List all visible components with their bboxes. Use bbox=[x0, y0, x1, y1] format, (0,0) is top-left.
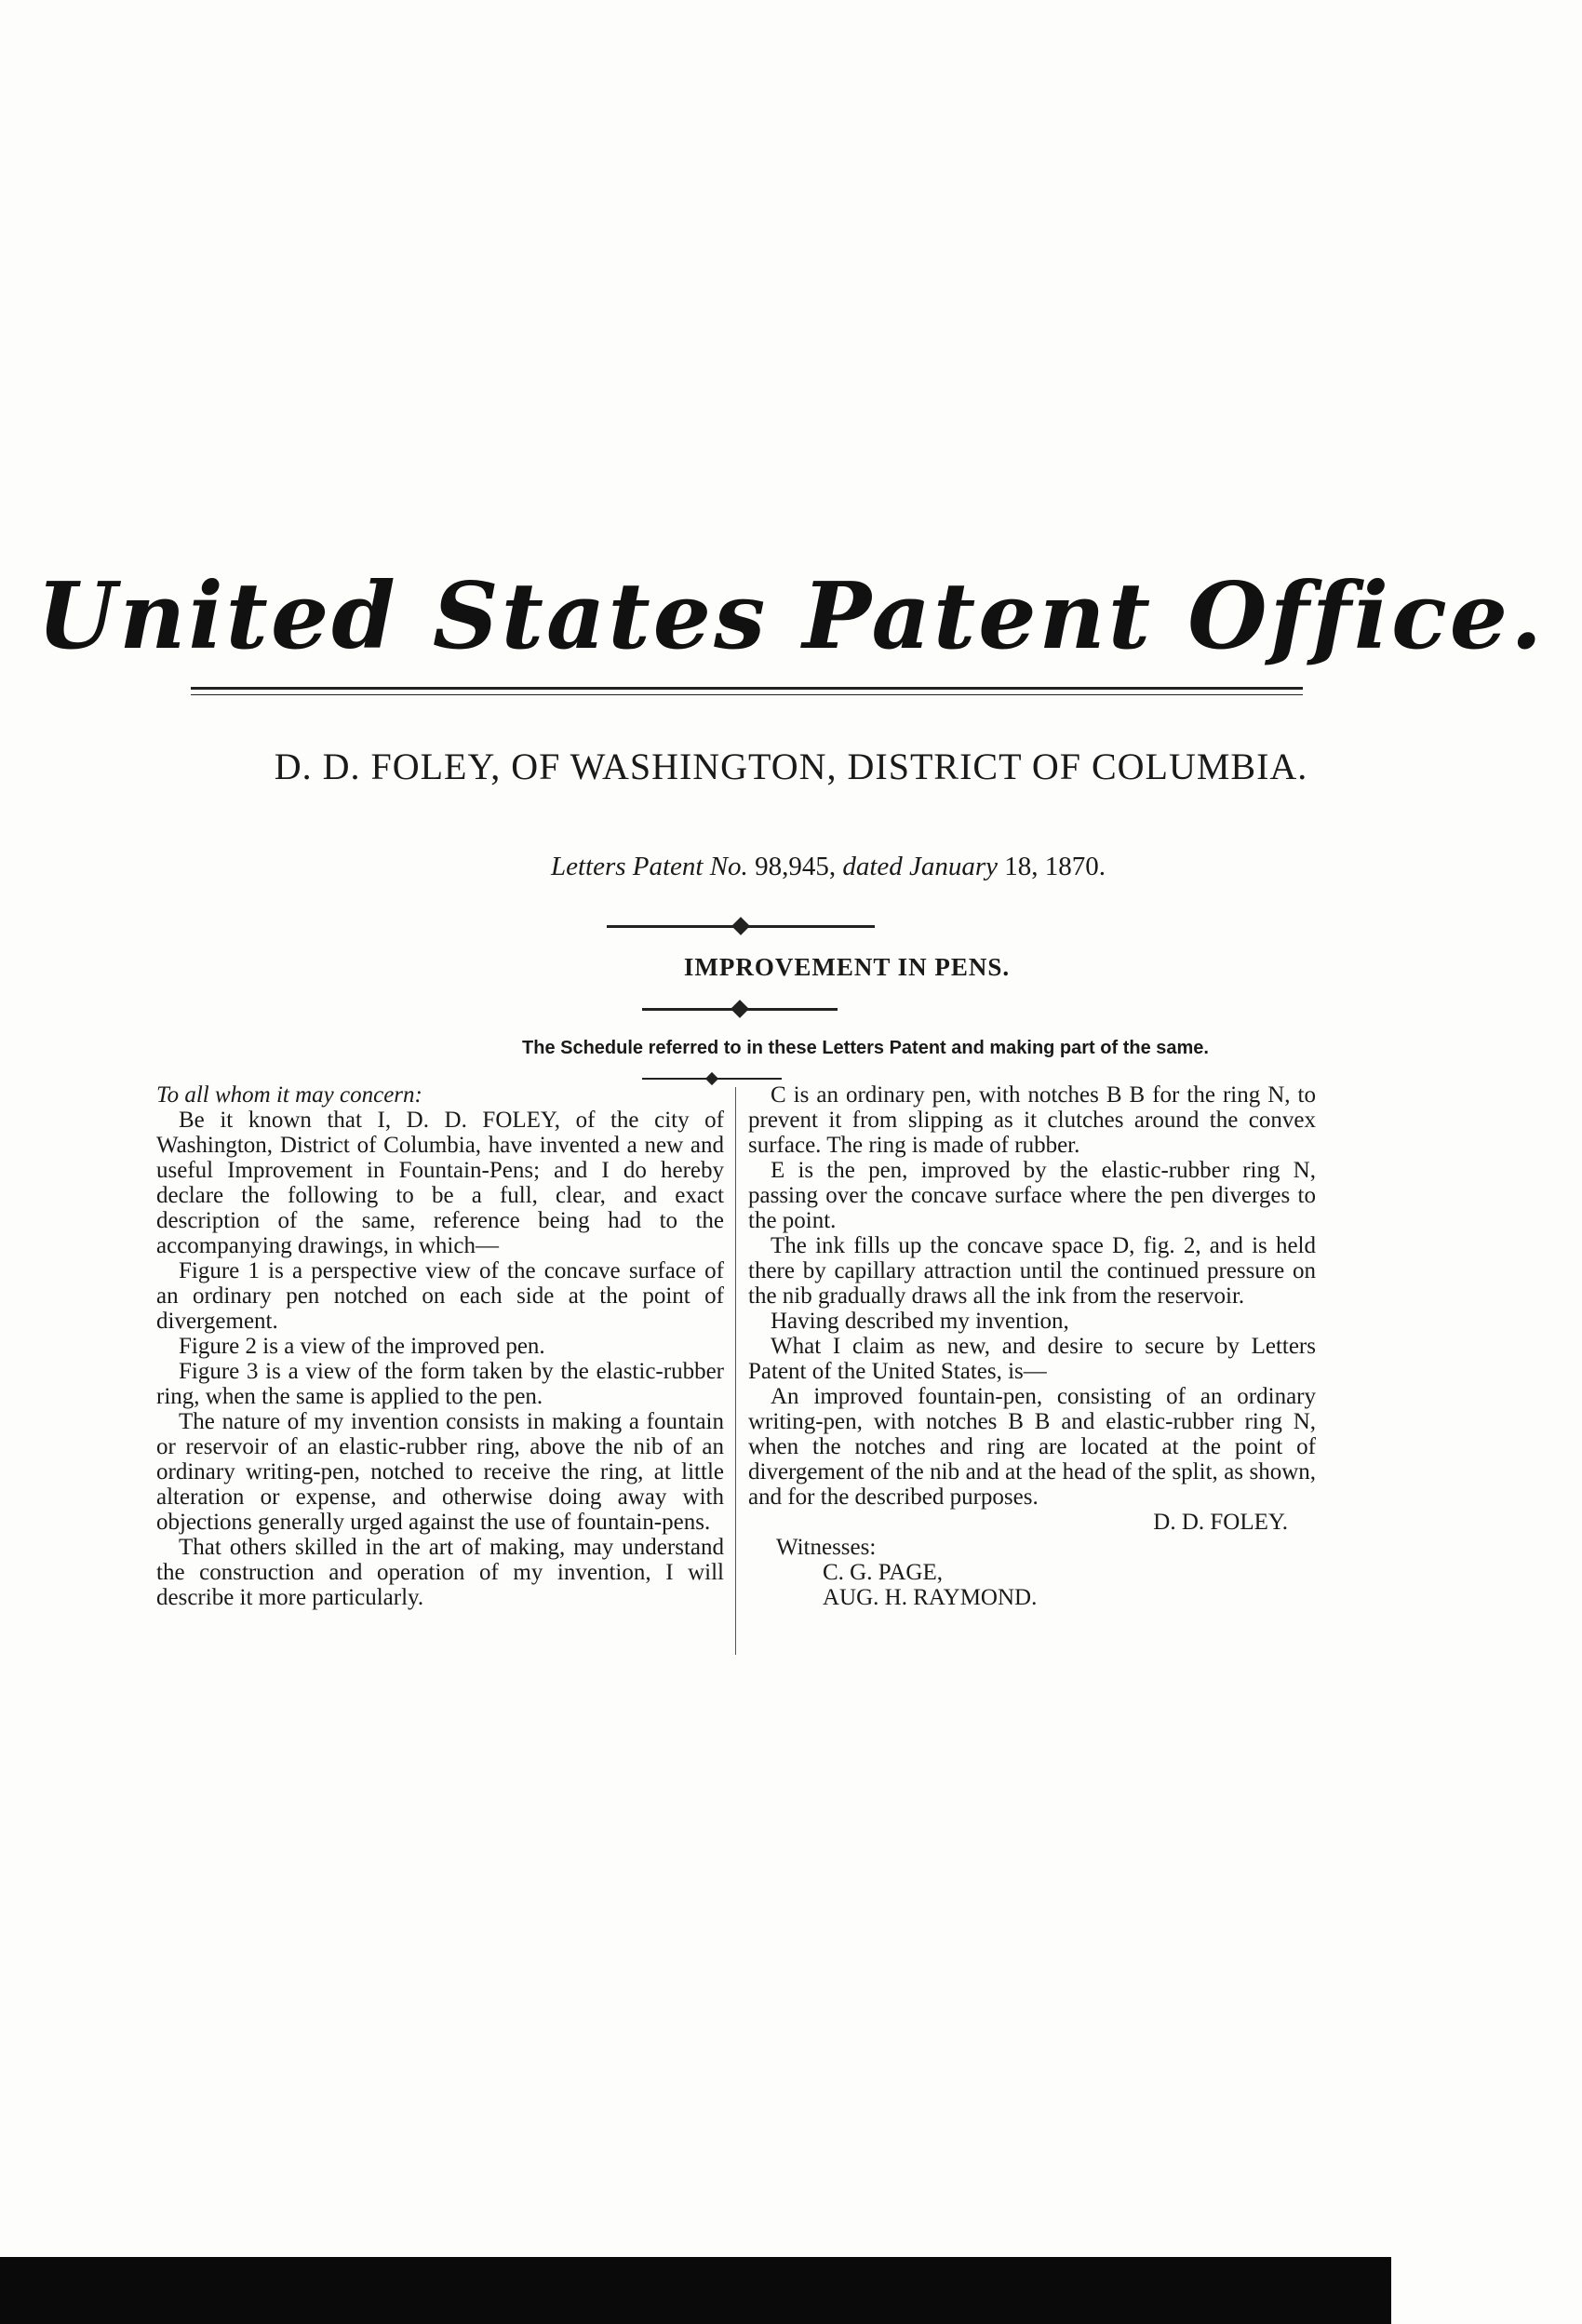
paragraph: Figure 2 is a view of the improved pen. bbox=[179, 1334, 545, 1359]
masthead-title: United States Patent Office. bbox=[36, 563, 1546, 670]
right-column bbox=[748, 1082, 1316, 1610]
ornament-divider bbox=[607, 925, 875, 928]
double-rule-bottom bbox=[191, 694, 1303, 695]
paragraph: What I claim as new, and desire to secure by Letters Patent of the United States, is— bbox=[748, 1334, 1316, 1384]
patent-date: 18, 1870. bbox=[1004, 852, 1106, 881]
ornament-diamond bbox=[731, 917, 750, 935]
ornament-diamond bbox=[731, 1000, 749, 1018]
column-divider bbox=[735, 1087, 736, 1655]
patent-number: 98,945, bbox=[755, 852, 837, 881]
double-rule-top bbox=[191, 687, 1303, 690]
paragraph: Figure 3 is a view of the form taken by the elastic-rubber ring, when the same is applied to the pen. bbox=[156, 1359, 724, 1409]
letters-patent-prefix: Letters Patent No. bbox=[550, 852, 748, 881]
witnesses-label: Witnesses: bbox=[776, 1535, 877, 1560]
claim-paragraph: An improved fountain-pen, consisting of an ordinary writing-pen, with notches B B and elastic-rubber ring N, when the notches and ring are located at the point of divergement of the nib and at the head of the split, as shown, and for the described purposes. bbox=[748, 1384, 1316, 1510]
paragraph: E is the pen, improved by the elastic-rubber ring N, passing over the concave surface where the pen diverges to the point. bbox=[748, 1158, 1316, 1233]
witness-name: AUG. H. RAYMOND. bbox=[823, 1585, 1038, 1610]
paragraph: Be it known that I, D. D. FOLEY, of the city of Washington, District of Columbia, have invented a new and useful Improvement in Fountain-Pens; and I do hereby declare the following to be a full, clear, and exact description of the same, reference being had to the accompanying drawings, in which— bbox=[156, 1108, 724, 1258]
signature: D. D. FOLEY. bbox=[1153, 1510, 1288, 1535]
paragraph: Figure 1 is a perspective view of the concave surface of an ordinary pen notched on each side at the point of divergement. bbox=[156, 1258, 724, 1334]
ornament-divider bbox=[642, 1008, 838, 1011]
dated-label: dated January bbox=[842, 852, 999, 881]
scan-border bbox=[0, 2257, 1391, 2324]
section-heading: IMPROVEMENT IN PENS. bbox=[683, 953, 1011, 981]
left-column bbox=[156, 1082, 724, 1610]
witness-name: C. G. PAGE, bbox=[823, 1560, 943, 1585]
paragraph: That others skilled in the art of making, may understand the construction and operation of my invention, I will describe it more particularly. bbox=[156, 1535, 724, 1610]
salutation: To all whom it may concern: bbox=[156, 1082, 422, 1108]
paragraph: The ink fills up the concave space D, fig. 2, and is held there by capillary attraction until the continued pressure on the nib gradually draws all the ink from the reservoir. bbox=[748, 1233, 1316, 1309]
paragraph: C is an ordinary pen, with notches B B for the ring N, to prevent it from slipping as it clutches around the convex surface. The ring is made of rubber. bbox=[748, 1082, 1316, 1158]
paragraph: The nature of my invention consists in making a fountain or reservoir of an elastic-rubber ring, above the nib of an ordinary writing-pen, notched to receive the ring, at little alteration or expense, and otherwise doing away with objections generally urged against the use of fountain-pens. bbox=[156, 1409, 724, 1535]
author-line: D. D. FOLEY, OF WASHINGTON, DISTRICT OF COLUMBIA. bbox=[274, 746, 1308, 787]
schedule-note: The Schedule referred to in these Letters Patent and making part of the same. bbox=[522, 1038, 1209, 1058]
paragraph: Having described my invention, bbox=[771, 1309, 1069, 1334]
ornament-divider bbox=[642, 1078, 782, 1080]
letters-patent-line bbox=[0, 852, 1582, 882]
